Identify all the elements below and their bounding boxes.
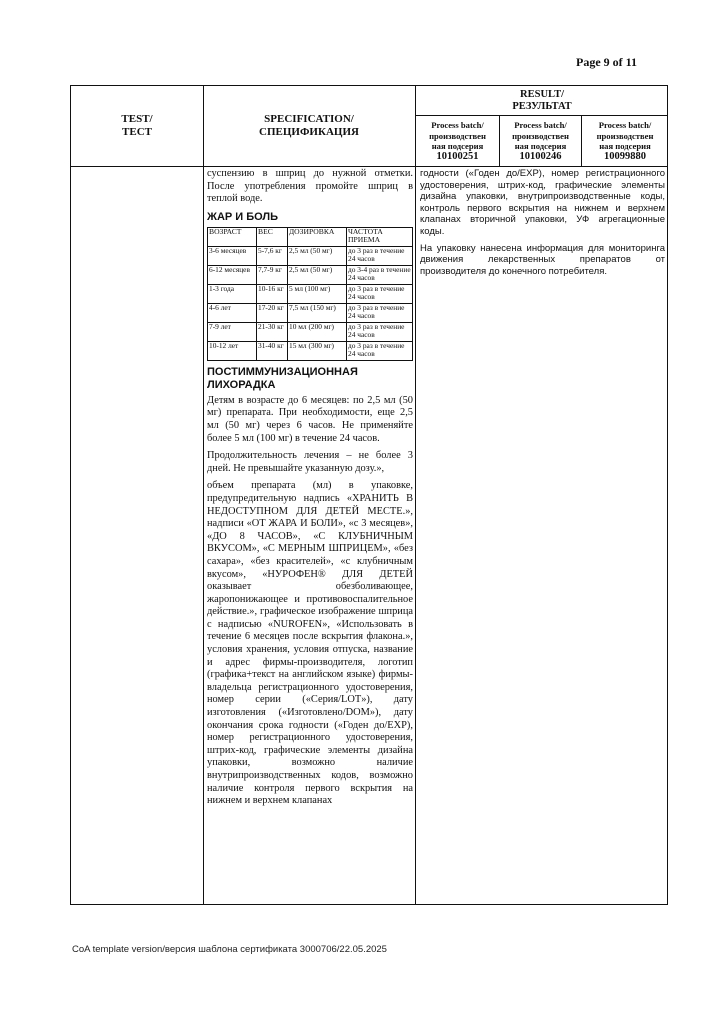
dosage-row bbox=[208, 246, 413, 265]
dosage-table bbox=[207, 227, 413, 361]
dosage-cell: 31-40 кг bbox=[257, 341, 288, 360]
dosage-cell: до 3 раз в течение 24 часов bbox=[347, 341, 413, 360]
dosage-cell: 2,5 мл (50 мг) bbox=[288, 246, 347, 265]
dosage-cell: 1-3 года bbox=[208, 284, 257, 303]
batch-label: Process batch/ bbox=[514, 120, 567, 130]
syringe-instructions: суспензию в шприц до нужной отметки. После употребления промойте шприц в теплой воде. bbox=[207, 168, 413, 205]
batch-label: ная подсерия bbox=[514, 141, 567, 151]
result-paragraph: годности («Годен до/EXP), номер регистрационного удостоверения, штрих-код, графические элементы дизайна упаковки, внутрипроизводственные коды, контроль первого вскрытия на нижнем и верхнем клапанах вторичной упаковки, УФ агрегационные коды. bbox=[420, 168, 665, 237]
batch-header bbox=[416, 116, 499, 166]
dosage-cell: 7-9 лет bbox=[208, 322, 257, 341]
dosage-cell: 3-6 месяцев bbox=[208, 246, 257, 265]
batch-label: производствен bbox=[512, 130, 569, 141]
dosage-cell: 10-12 лет bbox=[208, 341, 257, 360]
header-rule bbox=[71, 166, 667, 167]
dosage-cell: до 3 раз в течение 24 часов bbox=[347, 322, 413, 341]
certificate-table bbox=[70, 85, 668, 905]
test-header-ru: ТЕСТ bbox=[122, 126, 152, 138]
dosage-header-cell: ВОЗРАСТ bbox=[208, 227, 257, 246]
spec-header-ru: СПЕЦИФИКАЦИЯ bbox=[259, 126, 359, 138]
result-paragraph: На упаковку нанесена информация для мониторинга движения лекарственных препаратов от производителя до конечного потребителя. bbox=[420, 242, 665, 277]
fever-pain-title: ЖАР И БОЛЬ bbox=[207, 210, 279, 223]
post-immunization-title: ПОСТИММУНИЗАЦИОННАЯ ЛИХОРАДКА bbox=[207, 365, 358, 391]
dosage-cell: 6-12 месяцев bbox=[208, 265, 257, 284]
dosage-cell: до 3 раз в течение 24 часов bbox=[347, 284, 413, 303]
specification-text bbox=[207, 168, 413, 813]
batch-number: 10100246 bbox=[519, 150, 562, 162]
test-column-header bbox=[71, 86, 203, 166]
dosage-cell: 17-20 кг bbox=[257, 303, 288, 322]
batch-number: 10100251 bbox=[436, 150, 479, 162]
dosage-row bbox=[208, 265, 413, 284]
dosage-cell: 2,5 мл (50 мг) bbox=[288, 265, 347, 284]
spec-header-en: SPECIFICATION/ bbox=[264, 113, 354, 125]
dosage-cell: 10 мл (200 мг) bbox=[288, 322, 347, 341]
dosage-cell: 5-7,6 кг bbox=[257, 246, 288, 265]
spec-column-header bbox=[203, 86, 415, 166]
result-header-en: RESULT/ bbox=[520, 88, 564, 100]
column-divider bbox=[415, 86, 416, 904]
dosage-cell: до 3 раз в течение 24 часов bbox=[347, 303, 413, 322]
batch-label: ная подсерия bbox=[599, 141, 651, 151]
template-version-footer: CoA template version/версия шаблона сертификата 3000706/22.05.2025 bbox=[72, 944, 387, 955]
treatment-duration-text: Продолжительность лечения – не более 3 дней. Не превышайте указанную дозу.», bbox=[207, 450, 413, 474]
dosage-row bbox=[208, 303, 413, 322]
dosage-cell: 10-16 кг bbox=[257, 284, 288, 303]
dosage-cell: 5 мл (100 мг) bbox=[288, 284, 347, 303]
batch-header bbox=[500, 116, 581, 166]
batch-label: производствен bbox=[596, 130, 654, 141]
result-text bbox=[420, 168, 665, 282]
batch-label: производствен bbox=[429, 130, 486, 141]
dosage-cell: 7,5 мл (150 мг) bbox=[288, 303, 347, 322]
dosage-cell: 7,7-9 кг bbox=[257, 265, 288, 284]
dosage-cell: до 3 раз в течение 24 часов bbox=[347, 246, 413, 265]
result-column-header bbox=[416, 86, 668, 115]
batch-label: Process batch/ bbox=[598, 120, 652, 130]
dosage-header-cell: ВЕС bbox=[257, 227, 288, 246]
dosage-header-row bbox=[208, 227, 413, 246]
page-number: Page 9 of 11 bbox=[576, 55, 637, 69]
dosage-header-cell: ДОЗИРОВКА bbox=[288, 227, 347, 246]
dosage-cell: 4-6 лет bbox=[208, 303, 257, 322]
dosage-row bbox=[208, 322, 413, 341]
dosage-header-cell: ЧАСТОТА ПРИЕМА bbox=[347, 227, 413, 246]
batch-header bbox=[582, 116, 668, 166]
dosage-cell: 15 мл (300 мг) bbox=[288, 341, 347, 360]
dosage-cell: 21-30 кг bbox=[257, 322, 288, 341]
dosage-row bbox=[208, 341, 413, 360]
column-divider bbox=[203, 86, 204, 904]
batch-label: Process batch/ bbox=[431, 120, 484, 130]
dosage-row bbox=[208, 284, 413, 303]
packaging-requirements-text: объем препарата (мл) в упаковке, предупредительную надпись «ХРАНИТЬ В НЕДОСТУПНОМ ДЛЯ ДЕТЕЙ МЕСТЕ.», надписи «ОТ ЖАРА И БОЛИ», «с 3 месяцев», «ДО 8 ЧАСОВ», «С КЛУБНИЧНЫМ ВКУСОМ», «С МЕРНЫМ ШПРИЦЕМ», «без сахара», «без красителей», «с клубничным вкусом», «НУРОФЕН® ДЛЯ ДЕТЕЙ оказывает обезболивающее, жаропонижающее и противовоспалительное действие.», графическое изображение шприца с надписью «NUROFEN», «Использовать в течение 6 месяцев после вскрытия флакона.», условия хранения, условия отпуска, название и адрес фирмы-производителя, логотип (графика+текст на английском языке) фирмы-владельца регистрационного удостоверения, номер серии («Серия/LOT»), дату изготовления («Изготовлено/DOM»), дату окончания срока годности («Годен до/EXP), номер регистрационного удостоверения, штрих-код, графические элементы дизайна упаковки, возможно наличие внутрипроизводственных кодов, возможно наличие контроля первого вскрытия на нижнем и верхнем клапанах bbox=[207, 480, 413, 807]
batch-number: 10099880 bbox=[604, 150, 646, 162]
test-header-en: TEST/ bbox=[121, 113, 153, 125]
dosage-cell: до 3-4 раз в течение 24 часов bbox=[347, 265, 413, 284]
batch-label: ная подсерия bbox=[431, 141, 484, 151]
post-immunization-text: Детям в возрасте до 6 месяцев: по 2,5 мл (50 мг) препарата. При необходимости, еще 2,5 мл (50 мг) через 6 часов. Не применяйте более 5 мл (100 мг) в течение 24 часов. bbox=[207, 394, 413, 444]
result-header-ru: РЕЗУЛЬТАТ bbox=[512, 100, 572, 112]
